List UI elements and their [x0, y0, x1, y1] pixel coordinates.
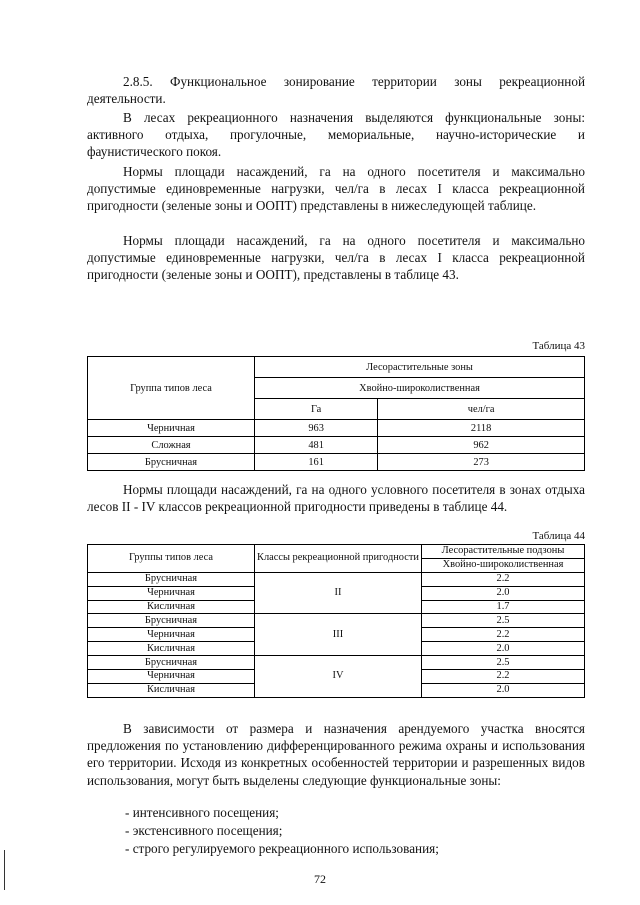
t43-row-load: 962	[378, 437, 585, 454]
table-row	[88, 437, 585, 454]
t43-row-ha: 963	[255, 420, 378, 437]
t44-row-name: Брусничная	[88, 656, 255, 670]
t44-row-name: Кисличная	[88, 600, 255, 614]
t44-row-value: 2.2	[422, 628, 585, 642]
t43-row-ha: 481	[255, 437, 378, 454]
table44-caption: Таблица 44	[532, 530, 585, 542]
table-row	[88, 614, 585, 628]
t43-group-header: Группа типов леса	[88, 357, 255, 420]
t44-class-cell: III	[255, 614, 422, 656]
table-43	[87, 356, 585, 471]
table43-caption: Таблица 43	[532, 340, 585, 352]
t44-row-name: Кисличная	[88, 642, 255, 656]
t44-class-cell: II	[255, 572, 422, 614]
t43-row-name: Черничная	[88, 420, 255, 437]
paragraph-table44-intro: Нормы площади насаждений, га на одного условного посетителя в зонах отдыха лесов II - IV классов рекреационной пригодности приведены в таблице 44.	[87, 482, 585, 515]
t44-class-header: Классы рекреационной пригодности	[255, 545, 422, 573]
page-number: 72	[314, 872, 326, 886]
t44-row-name: Черничная	[88, 586, 255, 600]
t44-class-cell: IV	[255, 656, 422, 698]
table-row	[88, 656, 585, 670]
t44-row-value: 2.0	[422, 642, 585, 656]
t44-row-value: 2.5	[422, 656, 585, 670]
list-item: - интенсивного посещения;	[125, 805, 279, 820]
t44-row-value: 1.7	[422, 600, 585, 614]
t43-row-load: 2118	[378, 420, 585, 437]
t44-subzone-group-header: Лесорастительные подзоны	[422, 545, 585, 559]
t44-row-name: Брусничная	[88, 572, 255, 586]
t44-row-name: Черничная	[88, 628, 255, 642]
t44-subzone-header: Хвойно-широколиственная	[422, 558, 585, 572]
t43-unit-ha: Га	[255, 399, 378, 420]
t44-row-value: 2.2	[422, 670, 585, 684]
t43-row-ha: 161	[255, 454, 378, 471]
t44-row-value: 2.0	[422, 683, 585, 697]
table-44	[87, 544, 585, 698]
t43-row-name: Брусничная	[88, 454, 255, 471]
table-row	[88, 572, 585, 586]
t44-row-name: Черничная	[88, 670, 255, 684]
t43-row-load: 273	[378, 454, 585, 471]
t44-row-value: 2.5	[422, 614, 585, 628]
paragraph-norms-2: Нормы площади насаждений, га на одного посетителя и максимально допустимые единовременные нагрузки, чел/га в лесах I класса рекреационной пригодности (зеленые зоны и ООПТ), представлены в таблице 43.	[87, 233, 585, 283]
table-row	[88, 454, 585, 471]
t44-row-name: Кисличная	[88, 683, 255, 697]
scan-edge-mark	[4, 850, 5, 890]
paragraph-zoning: В зависимости от размера и назначения арендуемого участка вносятся предложения по установлению дифференцированного режима охраны и использования его территории. Исходя из конкретных особенностей территории и разрешенных видов использования, могут быть выделены следующие функциональные зоны:	[87, 721, 585, 788]
t43-zone-header: Лесорастительные зоны	[255, 357, 585, 378]
t43-row-name: Сложная	[88, 437, 255, 454]
t44-row-name: Брусничная	[88, 614, 255, 628]
t44-row-value: 2.0	[422, 586, 585, 600]
t44-row-value: 2.2	[422, 572, 585, 586]
t44-group-header: Группы типов леса	[88, 545, 255, 573]
list-item: - экстенсивного посещения;	[125, 823, 283, 838]
paragraph-zones: В лесах рекреационного назначения выделяются функциональные зоны: активного отдыха, прогулочные, мемориальные, научно-исторические и фаунистического покоя.	[87, 110, 585, 160]
paragraph-norms-1: Нормы площади насаждений, га на одного посетителя и максимально допустимые единовременные нагрузки, чел/га в лесах I класса рекреационной пригодности (зеленые зоны и ООПТ) представлены в нижеследующей таблице.	[87, 164, 585, 214]
table-row	[88, 420, 585, 437]
t43-subzone-header: Хвойно-широколиственная	[255, 378, 585, 399]
section-heading: 2.8.5. Функциональное зонирование территории зоны рекреационной деятельности.	[87, 74, 585, 107]
t43-unit-load: чел/га	[378, 399, 585, 420]
list-item: - строго регулируемого рекреационного использования;	[125, 841, 439, 856]
